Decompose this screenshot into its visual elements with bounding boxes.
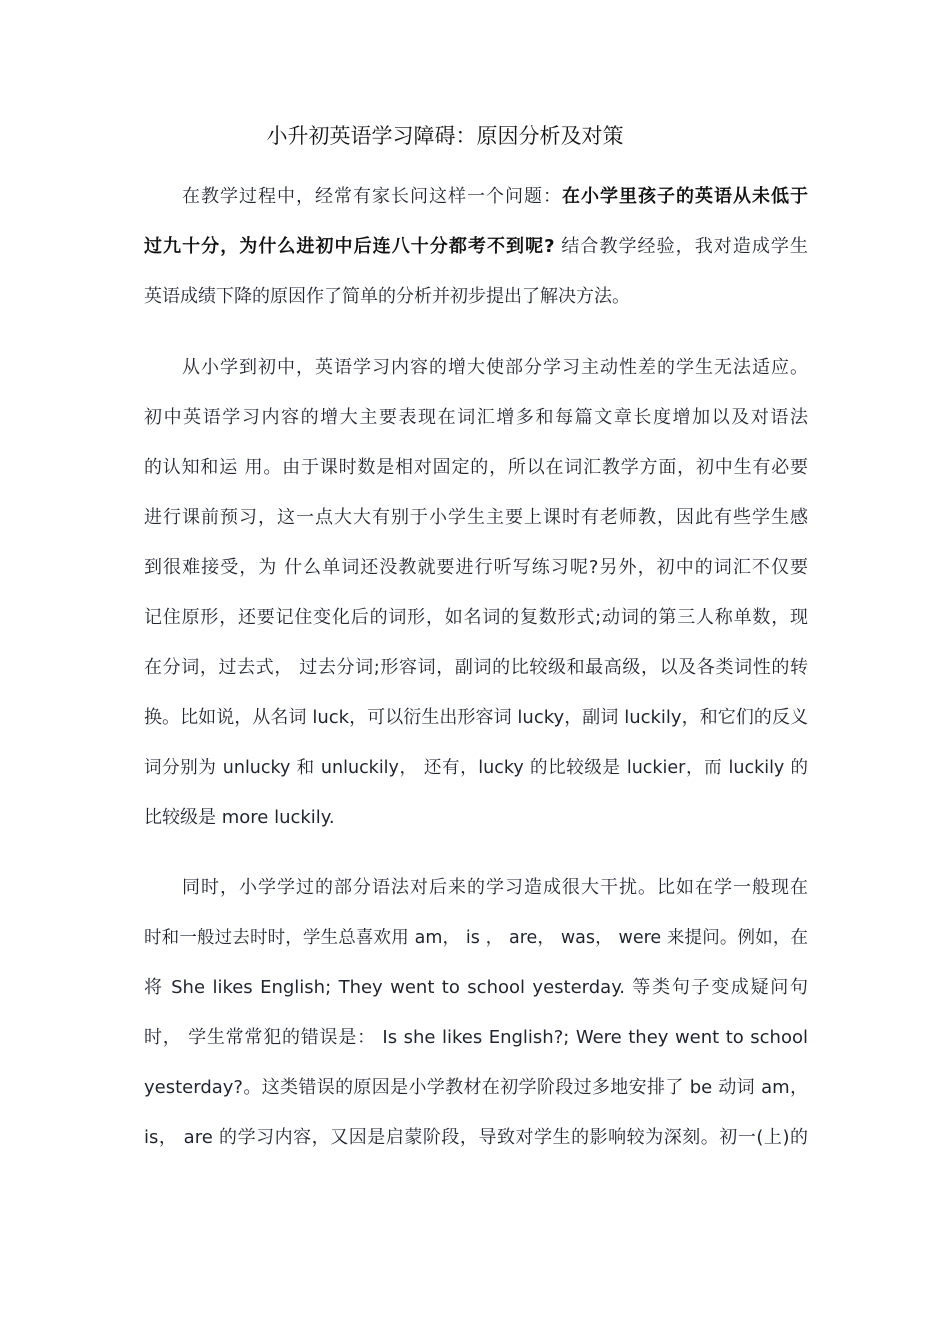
- paragraph-line: 时和一般过去时时，学生总喜欢用 am， is ， are， was， were 来提问。例如，在: [144, 928, 808, 948]
- paragraph-line: 换。比如说，从名词 luck，可以衍生出形容词 lucky，副词 luckily，和它们的反义: [144, 707, 808, 728]
- paragraph-line: 在分词，过去式， 过去分词;形容词，副词的比较级和最高级，以及各类词性的转: [144, 657, 808, 678]
- plain-text: 在教学过程中，经常有家长问这样一个问题：: [182, 186, 562, 207]
- paragraph-line: 的认知和运 用。由于课时数是相对固定的，所以在词汇教学方面，初中生有必要: [144, 457, 808, 478]
- paragraph-line: [144, 172, 808, 222]
- paragraph-line: 记住原形，还要记住变化后的词形，如名词的复数形式;动词的第三人称单数，现: [144, 607, 808, 628]
- paragraph-line: 时， 学生常常犯的错误是： Is she likes English?; Were they went to school: [144, 1027, 808, 1048]
- bold-question: 在小学里孩子的英语从未低于: [562, 186, 808, 207]
- plain-text: 结合教学经验，我对造成学生: [554, 236, 808, 257]
- paragraph-line: [144, 222, 808, 272]
- paragraph-line: 英语成绩下降的原因作了简单的分析并初步提出了解决方法。: [144, 286, 630, 307]
- paragraph-line: 到很难接受，为 什么单词还没教就要进行听写练习呢?另外，初中的词汇不仅要: [144, 557, 808, 578]
- paragraph-line: 进行课前预习，这一点大大有别于小学生主要上课时有老师教，因此有些学生感: [144, 507, 808, 528]
- bold-question: 过九十分，为什么进初中后连八十分都考不到呢?: [144, 236, 555, 257]
- paragraph-vocabulary: [144, 343, 808, 843]
- paragraph-line: 初中英语学习内容的增大主要表现在词汇增多和每篇文章长度增加以及对语法: [144, 407, 808, 428]
- document-title: 小升初英语学习障碍：原因分析及对策: [266, 124, 624, 148]
- paragraph-line: 从小学到初中，英语学习内容的增大使部分学习主动性差的学生无法适应。: [182, 357, 808, 378]
- paragraph-line: 同时，小学学过的部分语法对后来的学习造成很大干扰。比如在学一般现在: [182, 877, 808, 898]
- paragraph-line: 比较级是 more luckily.: [144, 807, 335, 828]
- paragraph-line: 词分别为 unlucky 和 unluckily， 还有，lucky 的比较级是 luckier，而 luckily 的: [144, 758, 808, 778]
- paragraph-line: 将 She likes English; They went to school yesterday. 等类句子变成疑问句: [144, 977, 808, 998]
- paragraph-intro: [144, 172, 808, 322]
- paragraph-grammar: [144, 863, 808, 1163]
- paragraph-line: is， are 的学习内容，又因是启蒙阶段，导致对学生的影响较为深刻。初一(上)的: [144, 1127, 808, 1148]
- paragraph-line: yesterday?。这类错误的原因是小学教材在初学阶段过多地安排了 be 动词 am，: [144, 1077, 808, 1098]
